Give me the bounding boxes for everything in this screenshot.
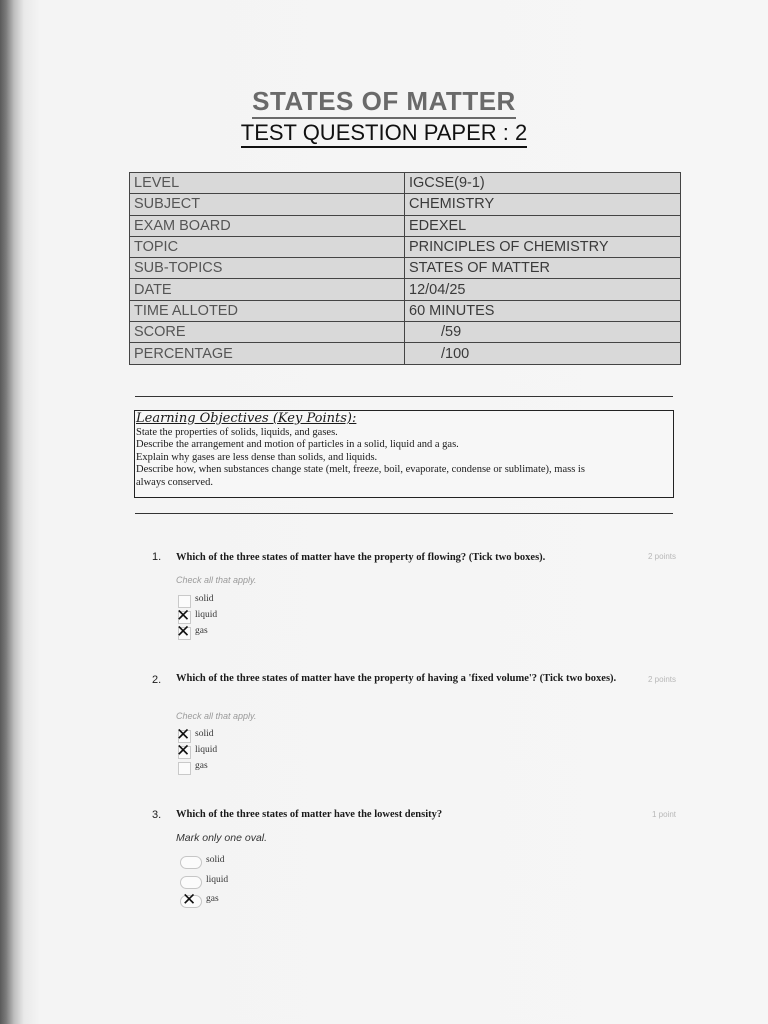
option-label: solid xyxy=(206,855,225,865)
handwritten-x-mark: ✕ xyxy=(176,741,191,761)
table-row xyxy=(130,300,681,321)
question-text: Which of the three states of matter have the property of having a 'fixed volume'? (Tick two boxes). xyxy=(176,673,617,684)
points-label: 2 points xyxy=(647,675,676,684)
learning-objectives-box xyxy=(134,410,674,498)
objective-line: State the properties of solids, liquids, and gases. xyxy=(136,426,338,438)
option-label: gas xyxy=(195,761,208,771)
option-label: solid xyxy=(195,729,214,739)
handwritten-x-mark: ✕ xyxy=(176,606,191,626)
radio-oval[interactable] xyxy=(180,856,202,869)
percentage-value: /100 xyxy=(405,343,681,364)
instruction-hint: Mark only one oval. xyxy=(176,832,268,844)
objective-line: Explain why gases are less dense than solids, and liquids. xyxy=(136,451,378,463)
objective-line: always conserved. xyxy=(136,476,213,488)
radio-oval[interactable] xyxy=(180,876,202,889)
objective-line: Describe how, when substances change state (melt, freeze, boil, evaporate, condense or sublimate), mass is xyxy=(136,464,585,476)
points-label: 2 points xyxy=(647,552,676,561)
objectives-heading: Learning Objectives (Key Points): xyxy=(136,411,357,426)
table-row xyxy=(130,258,681,279)
table-row xyxy=(130,322,681,343)
handwritten-x-mark: ✕ xyxy=(176,622,191,642)
table-row xyxy=(130,173,681,194)
info-table xyxy=(129,172,681,365)
table-row xyxy=(130,215,681,236)
option-label: liquid xyxy=(206,875,229,885)
row-value: EDEXEL xyxy=(405,215,681,236)
row-value: CHEMISTRY xyxy=(405,194,681,215)
page-subtitle: TEST QUESTION PAPER : 2 xyxy=(0,120,768,146)
instruction-hint: Check all that apply. xyxy=(176,575,257,585)
table-row xyxy=(130,279,681,300)
divider xyxy=(135,513,673,514)
option-label: liquid xyxy=(195,610,218,620)
row-key: SUB-TOPICS xyxy=(130,258,405,279)
question-number: 1. xyxy=(152,551,162,563)
row-key: EXAM BOARD xyxy=(130,215,405,236)
divider xyxy=(135,396,673,397)
row-value: STATES OF MATTER xyxy=(405,258,681,279)
table-row xyxy=(130,343,681,364)
handwritten-x-mark: ✕ xyxy=(176,725,191,745)
row-value: IGCSE(9-1) xyxy=(405,173,681,194)
row-key: PERCENTAGE xyxy=(130,343,405,364)
objective-line: Describe the arrangement and motion of particles in a solid, liquid and a gas. xyxy=(136,439,459,451)
option-label: gas xyxy=(195,626,208,636)
row-value: 60 MINUTES xyxy=(405,300,681,321)
checkbox[interactable] xyxy=(178,762,191,775)
points-label: 1 point xyxy=(651,810,676,819)
table-row xyxy=(130,194,681,215)
score-value: /59 xyxy=(405,322,681,343)
question-number: 2. xyxy=(152,674,162,686)
instruction-hint: Check all that apply. xyxy=(176,711,257,721)
row-key: TIME ALLOTED xyxy=(130,300,405,321)
question-text: Which of the three states of matter have the lowest density? xyxy=(176,809,443,820)
question-number: 3. xyxy=(152,809,162,821)
row-key: TOPIC xyxy=(130,236,405,257)
row-key: LEVEL xyxy=(130,173,405,194)
table-row xyxy=(130,236,681,257)
option-label: liquid xyxy=(195,745,218,755)
row-value: PRINCIPLES OF CHEMISTRY xyxy=(405,236,681,257)
option-label: gas xyxy=(206,894,219,904)
row-value: 12/04/25 xyxy=(405,279,681,300)
row-key: SUBJECT xyxy=(130,194,405,215)
question-text: Which of the three states of matter have the property of flowing? (Tick two boxes). xyxy=(176,552,546,563)
row-key: SCORE xyxy=(130,322,405,343)
option-label: solid xyxy=(195,594,214,604)
row-key: DATE xyxy=(130,279,405,300)
handwritten-x-mark: ✕ xyxy=(182,890,197,910)
page-title: STATES OF MATTER xyxy=(0,86,768,117)
